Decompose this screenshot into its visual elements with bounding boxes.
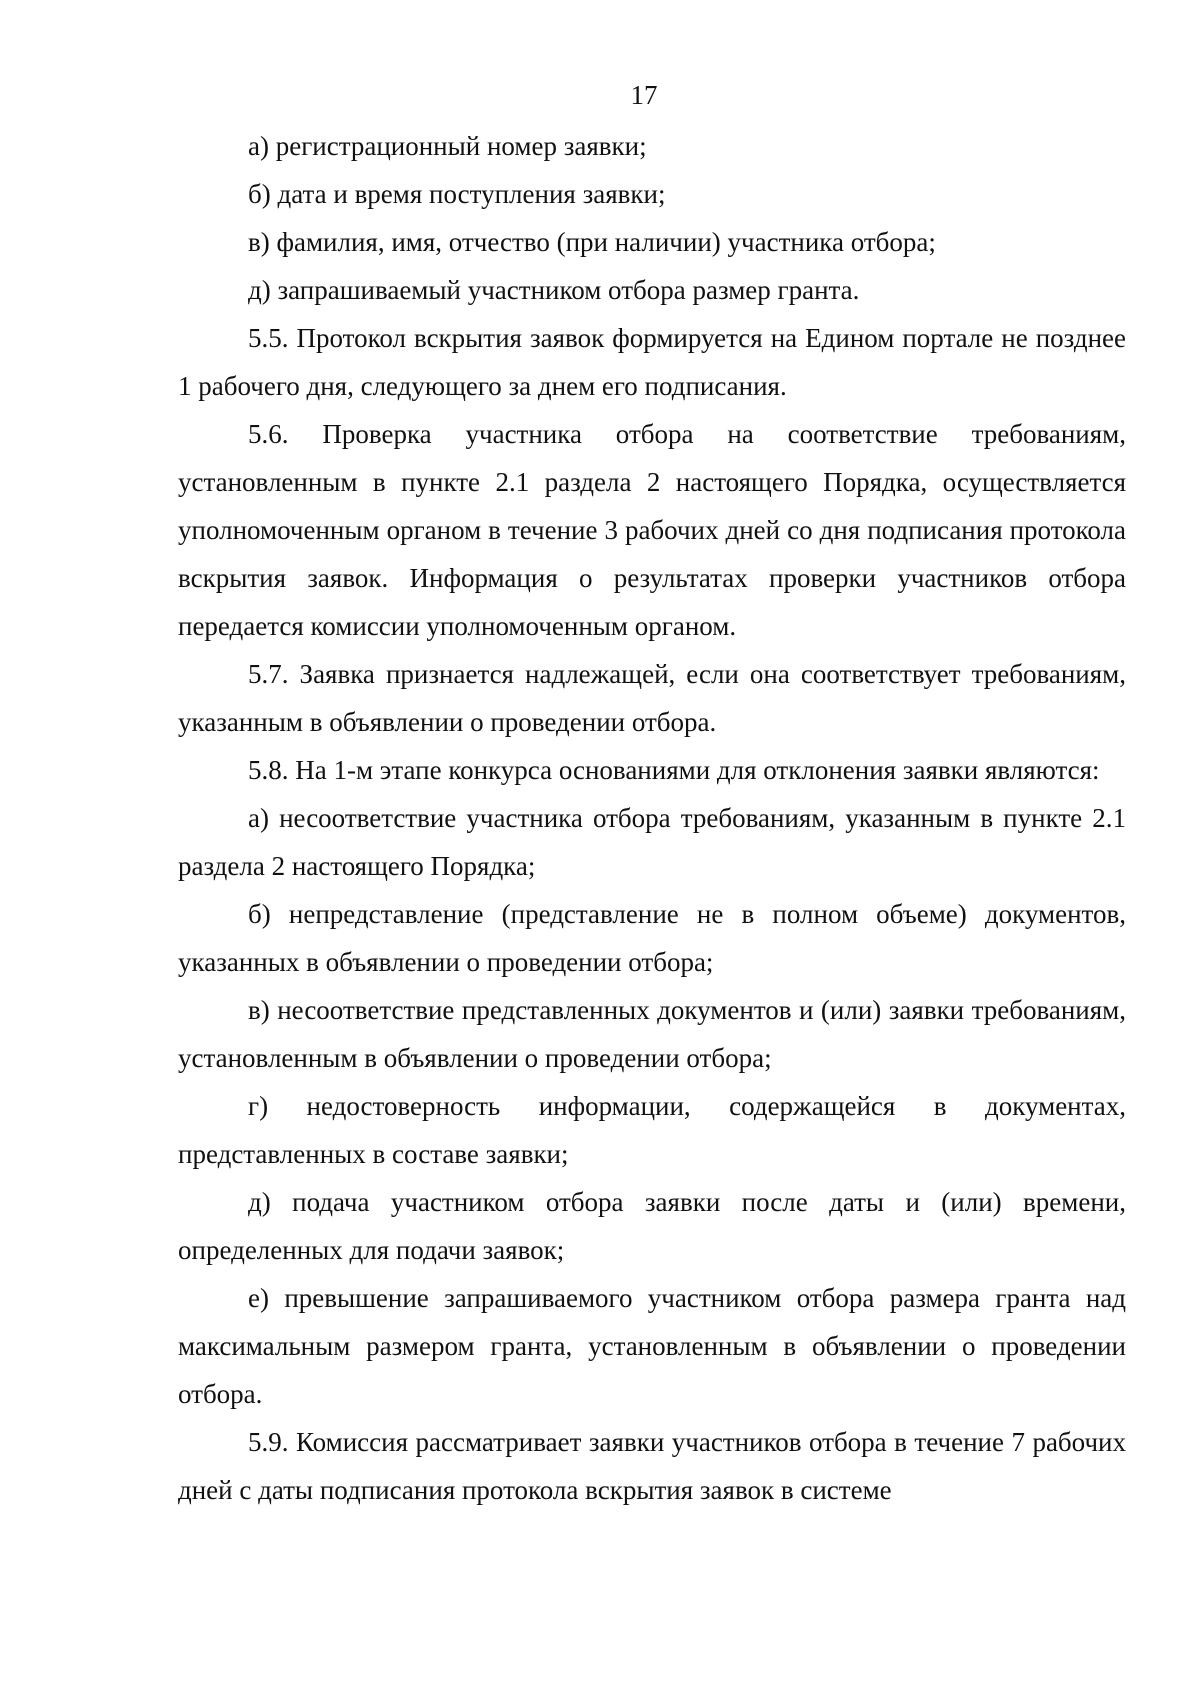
list-item-a-registration-number: а) регистрационный номер заявки; <box>248 131 647 161</box>
rejection-reason-e: е) превышение запрашиваемого участником отбора размера гранта над максимальным размером гранта, установленным в объявлении о проведении отбора. <box>178 1283 1126 1409</box>
list-item-b-date-time: б) дата и время поступления заявки; <box>248 179 666 209</box>
paragraph-5-5: 5.5. Протокол вскрытия заявок формируется на Едином портале не позднее 1 рабочего дня, следующего за днем его подписания. <box>178 323 1126 401</box>
rejection-reason-g: г) недостоверность информации, содержащейся в документах, представленных в составе заявки; <box>178 1091 1126 1169</box>
list-item-v-full-name: в) фамилия, имя, отчество (при наличии) участника отбора; <box>248 227 936 257</box>
paragraph-5-6: 5.6. Проверка участника отбора на соответствие требованиям, установленным в пункте 2.1 раздела 2 настоящего Порядка, осуществляется уполномоченным органом в течение 3 рабочих дней со дня подписания протокола вскрытия заявок. Информация о результатах проверки участников отбора передается комиссии уполномоченным органом. <box>178 419 1126 641</box>
paragraph-5-9: 5.9. Комиссия рассматривает заявки участников отбора в течение 7 рабочих дней с даты подписания протокола вскрытия заявок в системе <box>178 1427 1126 1505</box>
document-body <box>178 122 1126 1514</box>
rejection-reason-b: б) непредставление (представление не в полном объеме) документов, указанных в объявлении о проведении отбора; <box>178 899 1126 977</box>
page-number: 17 <box>630 80 658 110</box>
paragraph-5-8: 5.8. На 1-м этапе конкурса основаниями для отклонения заявки являются: <box>248 755 1100 785</box>
list-item-d-grant-size: д) запрашиваемый участником отбора размер гранта. <box>248 275 860 305</box>
rejection-reason-d: д) подача участником отбора заявки после даты и (или) времени, определенных для подачи заявок; <box>178 1187 1126 1265</box>
paragraph-5-7: 5.7. Заявка признается надлежащей, если она соответствует требованиям, указанным в объявлении о проведении отбора. <box>178 659 1126 737</box>
rejection-reason-v: в) несоответствие представленных документов и (или) заявки требованиям, установленным в объявлении о проведении отбора; <box>178 995 1126 1073</box>
rejection-reason-a: а) несоответствие участника отбора требованиям, указанным в пункте 2.1 раздела 2 настоящего Порядка; <box>178 803 1126 881</box>
